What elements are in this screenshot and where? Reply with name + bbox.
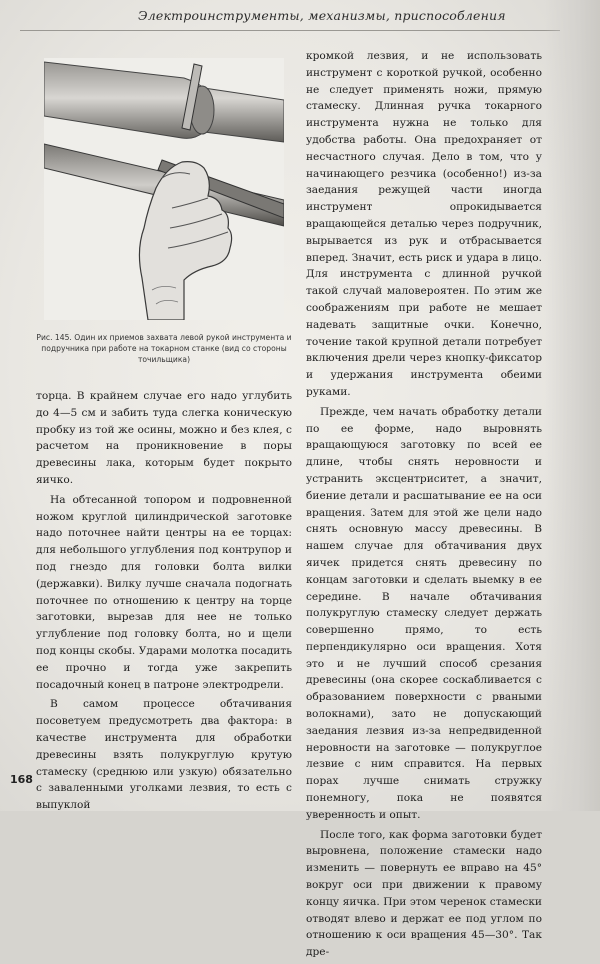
right-paragraph: Прежде, чем начать обработку детали по ее форме, надо выровнять вращающуюся заготовку по всей ее длине, чтобы снять неровности и устранить эксцентриситет, а значит, биение детали и расшатывание ее на оси вращения. Затем для этой же цели надо снять основную массу древесины. В нашем случае для обтачивания двух яичек придется снять древесину по концам заготовки и сделать выемку в ее середине. В начале обтачивания полукруглую стамеску следует держать совершенно прямо, то есть перпендикулярно оси вращения. Хотя это и не лучший способ срезания древесины (она скорее соскабливается с образованием поверхности с рваными волокнами), зато не допускающий заедания лезвия из-за непредвиденной неровности на заготовке — полукруглое лезвие с ним справится. На первых порах лучше снимать стружку понемногу, пока не появятся уверенность и опыт. (306, 405, 542, 821)
left-column (36, 388, 292, 817)
figure-illustration (44, 58, 284, 320)
running-head: Электроинструменты, механизмы, приспособления (138, 8, 506, 23)
left-paragraph: На обтесанной топором и подровненной ножом круглой цилиндрической заготовке надо поточнее найти центры на ее торцах: для небольшого углубления под контрупор и под гнездо для головки болта вилки (державки). Вилку лучше сначала подогнать поточнее по отношению к центру на торце заготовки, вырезав для нее не только углубление под головку болта, но и щели под концы скобы. Ударами молотка посадить ее прочно и тогда уже закрепить посадочный конец в патроне электродрели. (36, 493, 292, 691)
lathe-grip-drawing (44, 58, 284, 320)
right-paragraph: После того, как форма заготовки будет выровнена, положение стамески надо изменить — повернуть ее вправо на 45° вокруг оси при движении к правому концу яичка. При этом черенок стамески отводят влево и держат ее под углом по отношению к оси вращения 45—30°. Так дре- (306, 828, 542, 959)
page-number: 168 (10, 773, 33, 786)
right-paragraph: кромкой лезвия, и не использовать инструмент с короткой ручкой, особенно не следует применять ножи, прямую стамеску. Длинная ручка токарного инструмента нужна не только для удобства работы. Она предохраняет от несчастного случая. Дело в том, что у начинающего резчика (особенно!) из-за заедания режущей части иногда инструмент опрокидывается вращающейся деталью через подручник, вырывается из рук и отбрасывается вперед. Значит, есть риск и удара в лицо. Для инструмента с длинной ручкой такой случай маловероятен. По этим же соображениям при работе не мешает надевать защитные очки. Конечно, точение такой крупной детали потребует включения дрели через кнопку-фиксатор и удержания инструмента обеими руками. (306, 50, 542, 398)
left-paragraph: В самом процессе обтачивания посоветуем предусмотреть два фактора: в качестве инструмента для обработки древесины взять полукруглую крутую стамеску (среднюю или узкую) обязательно с заваленными уголками лезвия, то есть с выпуклой (36, 698, 292, 812)
right-column (306, 48, 542, 964)
left-paragraph: торца. В крайнем случае его надо углубить до 4—5 см и забить туда слегка коническую пробку из той же осины, можно и без клея, с расчетом на проникновение в поры древесины лака, которым будет покрыто яичко. (36, 390, 292, 486)
figure-caption: Рис. 145. Один их приемов захвата левой рукой инструмента и подручника при работе на токарном станке (вид со стороны точильщика) (36, 333, 292, 364)
header-rule (20, 30, 560, 31)
